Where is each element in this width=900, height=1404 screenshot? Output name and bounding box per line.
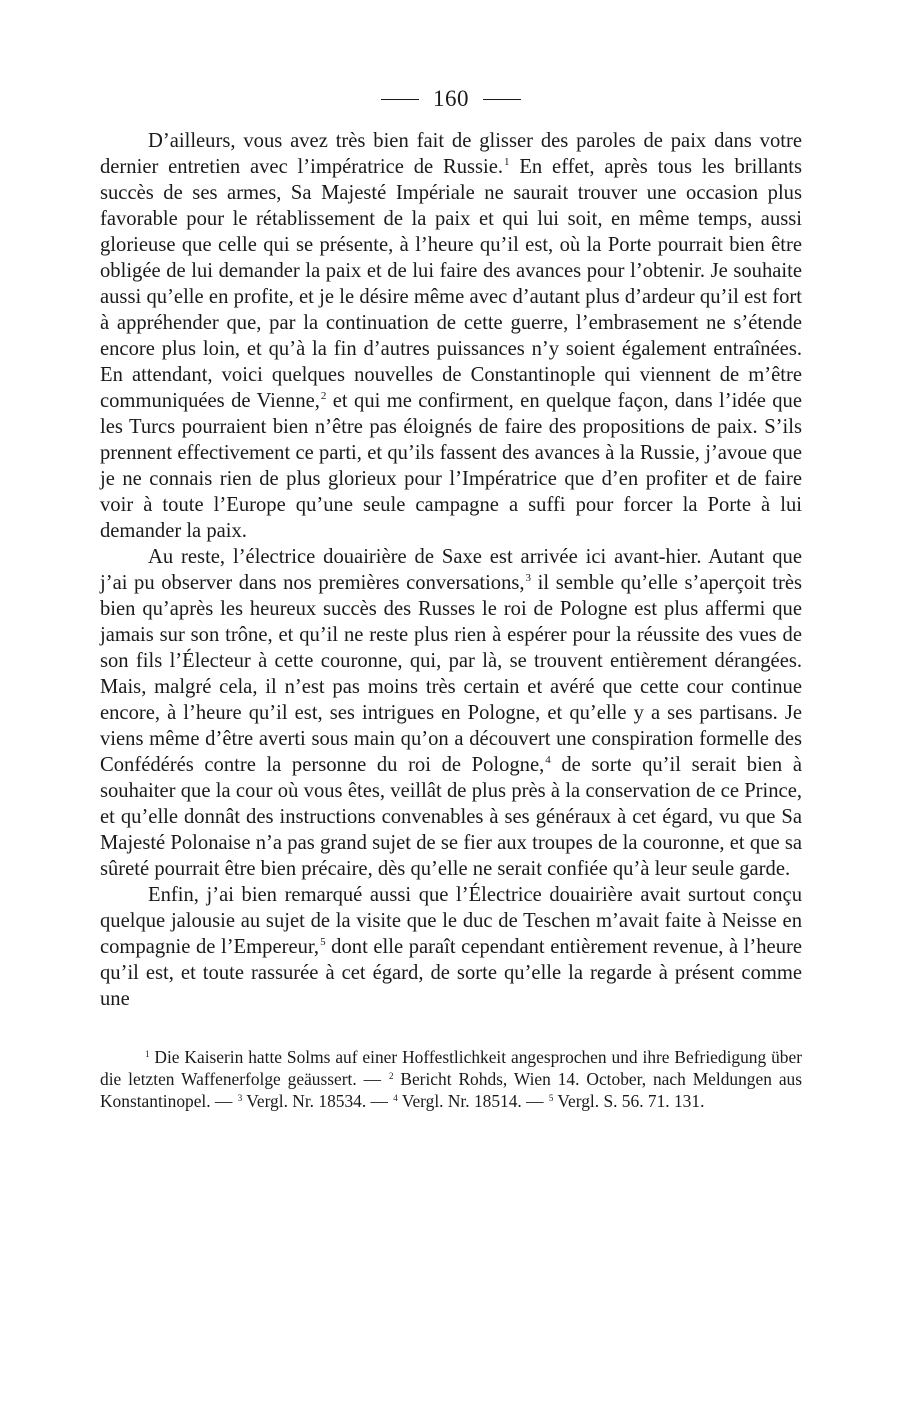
paragraph — [100, 128, 802, 544]
footnote-marker: 5 — [548, 1093, 554, 1103]
text-run: de sorte qu’il serait bien à souhaiter que la cour où vous êtes, veillât de plus près à la conservation de ce Prince, et qu’elle donnât des instructions convenables à ses généraux à cet égard, vu que Sa Majesté Polonaise n’a pas grand sujet de se fier aux troupes de la couronne, et que sa sûreté pourrait être bien précaire, dès qu’elle ne serait confiée qu’à leur seule garde. — [100, 754, 802, 880]
book-page — [100, 82, 802, 1112]
text-run: Enfin, j’ai bien remarqué aussi que l’Électrice douairière avait surtout conçu quelque jalousie au sujet de la visite que le duc de Teschen m’avait faite à Neisse en compagnie de l’Empereur, — [100, 884, 802, 958]
footnote-marker: 2 — [320, 390, 327, 402]
footnote-text: Vergl. Nr. 18514. — — [397, 1091, 548, 1111]
footnotes — [100, 1046, 802, 1112]
footnote-marker: 4 — [393, 1093, 398, 1103]
header-rule-right — [483, 99, 521, 100]
footnote-marker: 3 — [525, 572, 532, 584]
text-run: Au reste, l’électrice douairière de Saxe est arrivée ici avant-hier. Autant que j’ai pu observer dans nos premières conversations, — [100, 546, 802, 594]
page-number: 160 — [433, 86, 469, 111]
page-header — [100, 82, 802, 116]
text-run: il semble qu’elle s’aperçoit très bien qu’après les heureux succès des Russes le roi de Pologne est plus affermi que jamais sur son trône, et qu’il ne reste plus rien à espérer pour la réussite des vues de son fils l’Électeur à cette couronne, qui, par là, se trouvent entièrement dérangées. Mais, malgré cela, il n’est pas moins très certain et avéré que cette cour continue encore, à l’heure qu’il est, ses intrigues en Pologne, et qu’elle y a ses partisans. Je viens même d’être averti sous main qu’on a découvert une conspiration formelle des Confédérés contre la personne du roi de Pologne, — [100, 572, 802, 776]
text-run: En effet, après tous les brillants succès de ses armes, Sa Majesté Impériale ne saurait trouver une occasion plus favorable pour le rétablissement de la paix et qui lui soit, en même temps, aussi glorieuse que celle qui se présente, à l’heure qu’il est, où la Porte pourrait bien être obligée de lui demander la paix et de lui faire des avances pour l’obtenir. Je souhaite aussi qu’elle en profite, et je le désire même avec d’autant plus d’ardeur qu’il est fort à appréhender que, par la continuation de cette guerre, l’embrasement ne s’étende encore plus loin, et qu’à la fin d’autres puissances n’y soient également entraînées. En attendant, voici quelques nouvelles de Constantinople qui viennent de m’être communiquées de Vienne, — [100, 156, 802, 412]
footnote-text: Die Kaiserin hatte Solms auf einer Hoffestlichkeit angesprochen und ihre Befriedigung über die letzten Waffenerfolge geäussert. — — [100, 1047, 802, 1089]
text-run: dont elle paraît cependant entièrement revenue, à l’heure qu’il est, et toute rassurée à cet égard, de sorte qu’elle la regarde à présent comme une — [100, 936, 802, 1010]
footnote-marker: 3 — [237, 1093, 243, 1103]
text-run: D’ailleurs, vous avez très bien fait de glisser des paroles de paix dans votre dernier entretien avec l’impératrice de Russie. — [100, 130, 802, 178]
header-rule-left — [381, 99, 419, 100]
footnote-text: Vergl. S. 56. 71. 131. — [553, 1091, 705, 1111]
footnote-block — [100, 1046, 802, 1112]
footnote-marker: 1 — [504, 156, 510, 168]
footnote-marker: 1 — [145, 1049, 150, 1059]
text-run: et qui me confirment, en quelque façon, dans l’idée que les Turcs pourraient bien n’être pas éloignés de faire des propositions de paix. S’ils prennent effectivement ce parti, et qu’ils fassent des avances à la Russie, j’avoue que je ne connais rien de plus glorieux pour l’Impératrice que d’en profiter et de faire voir à toute l’Europe qu’une seule campagne a suffi pour forcer la Porte à lui demander la paix. — [100, 390, 802, 542]
paragraph — [100, 544, 802, 882]
footnote-text: Bericht Rohds, Wien 14. October, nach Meldungen aus Konstantinopel. — — [100, 1069, 802, 1111]
footnote-marker: 5 — [320, 936, 326, 948]
main-text — [100, 128, 802, 1012]
footnote-marker: 4 — [545, 754, 551, 766]
footnote-text: Vergl. Nr. 18534. — — [242, 1091, 393, 1111]
footnote-marker: 2 — [388, 1071, 394, 1081]
paragraph — [100, 882, 802, 1012]
